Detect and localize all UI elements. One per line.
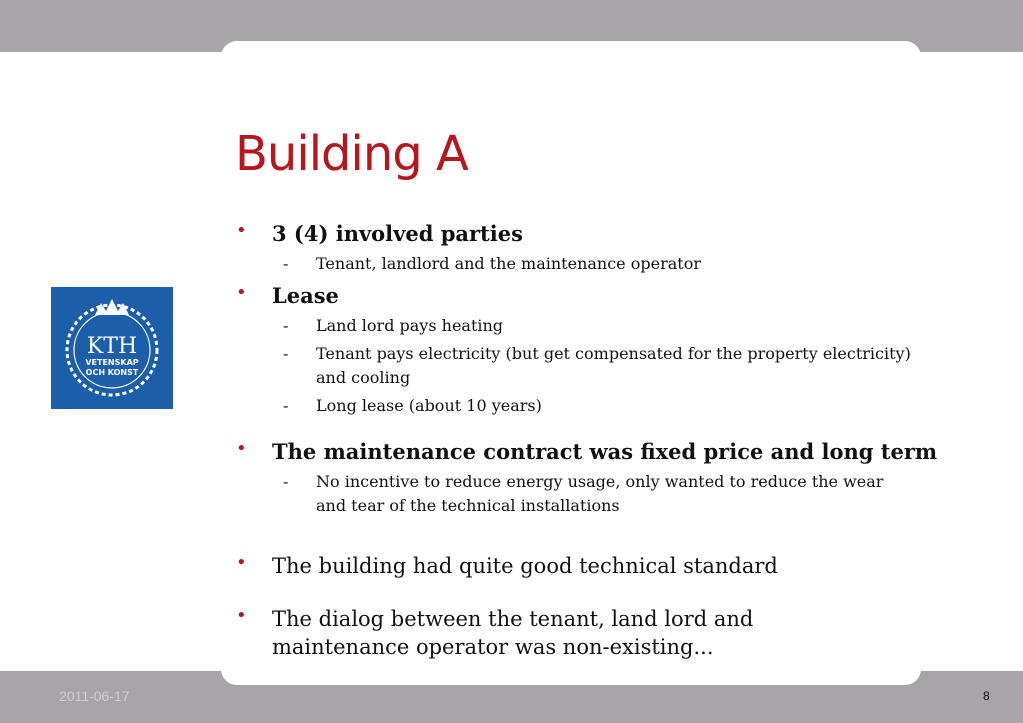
bullet-text: The dialog between the tenant, land lord and maintenance operator was non-existing... (272, 607, 754, 659)
bullet-text: The maintenance contract was fixed price and long term (272, 439, 938, 464)
logo-text-line2: VETENSKAP (85, 358, 139, 367)
kth-logo (51, 287, 173, 409)
bullet-dot-icon: • (236, 605, 247, 626)
kth-crest-icon (51, 287, 173, 409)
bullet-text: Lease (272, 283, 339, 308)
logo-text-kth: KTH (86, 334, 138, 359)
bullet-dot-icon: • (236, 438, 247, 459)
footer-date: 2011-06-17 (59, 688, 130, 704)
bullet-text: The building had quite good technical standard (272, 554, 778, 578)
bullet-dot-icon: • (236, 282, 247, 303)
bullet-dot-icon: • (236, 220, 247, 241)
bullet-text: 3 (4) involved parties (272, 221, 523, 246)
page-number: 8 (983, 689, 990, 703)
logo-text-line3: OCH KONST (85, 368, 139, 377)
bullet-dot-icon: • (236, 552, 247, 573)
slide-title: Building A (235, 126, 468, 182)
